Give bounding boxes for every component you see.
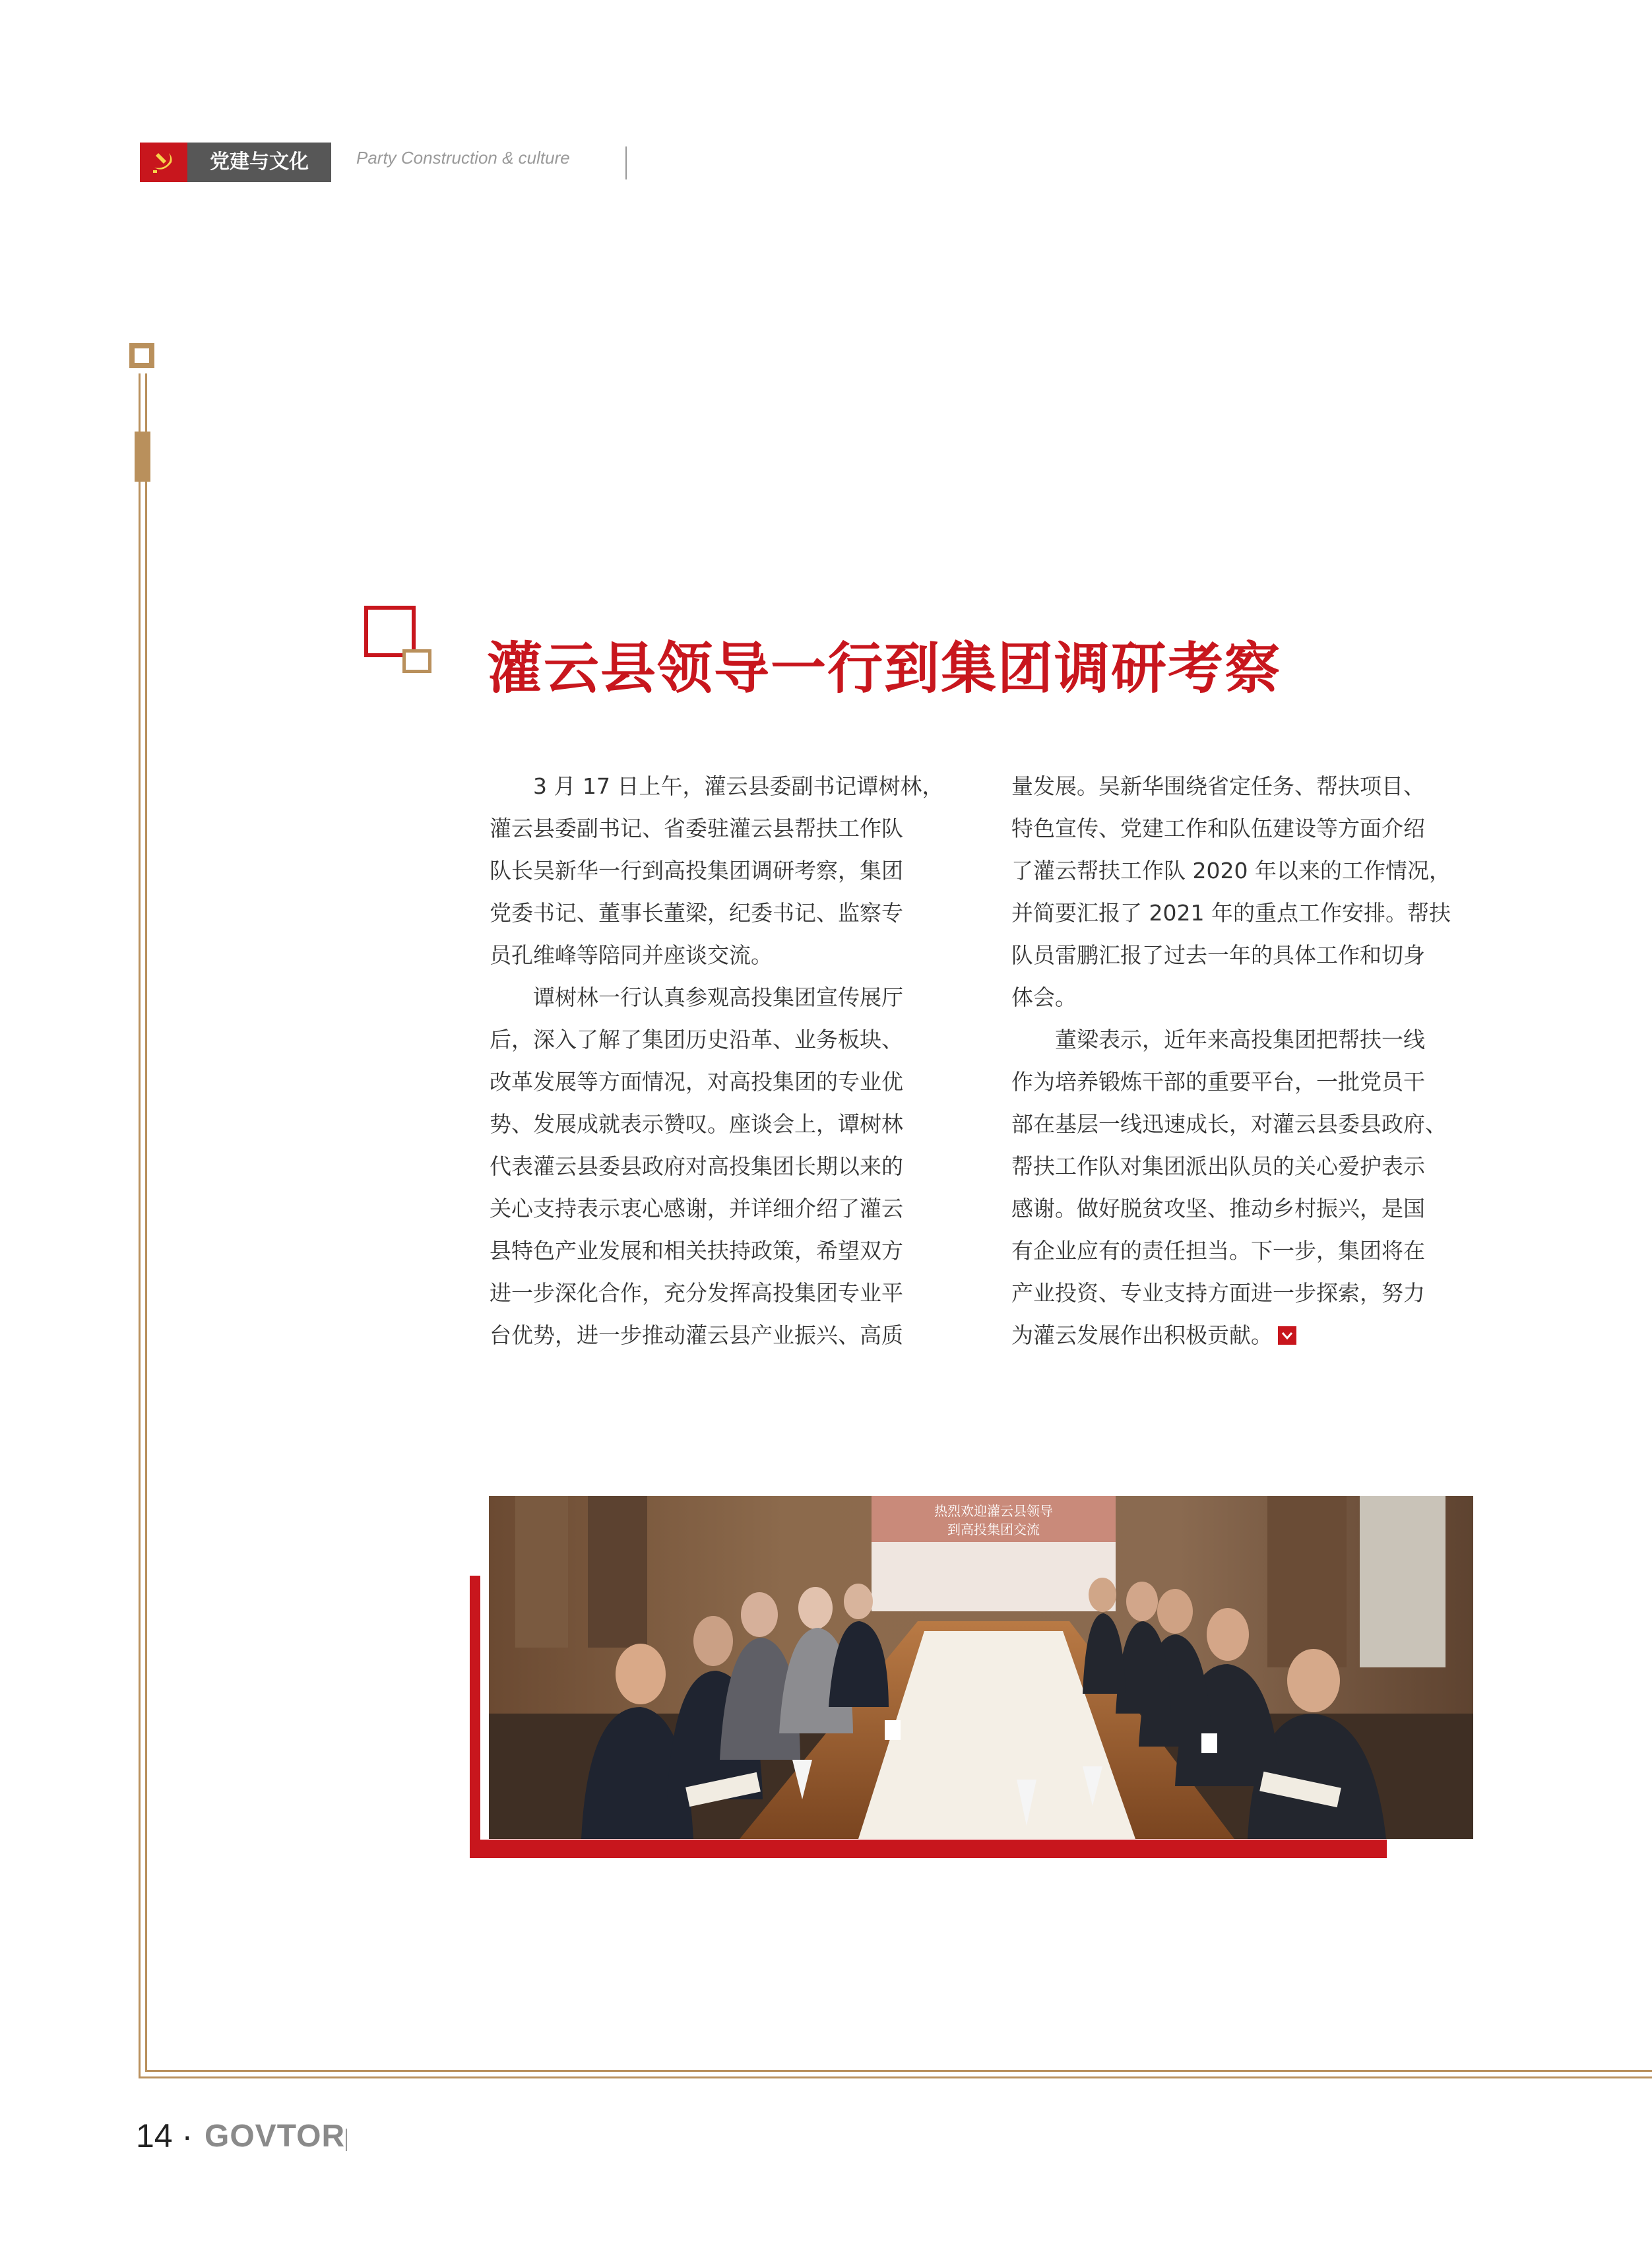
text-line	[490, 1230, 950, 1272]
text-line	[490, 1272, 950, 1314]
text-line	[1011, 1061, 1472, 1103]
text-line	[490, 1019, 950, 1061]
publication-logo: GOVTOR	[205, 2119, 346, 2154]
text-line-content: 量发展。吴新华围绕省定任务、帮扶项目、	[1011, 773, 1425, 799]
text-line-content: 灌云县委副书记、省委驻灌云县帮扶工作队	[490, 816, 903, 841]
text-line-content: 谭树林一行认真参观高投集团宣传展厅	[533, 984, 903, 1010]
section-title: 党建与文化	[210, 150, 309, 174]
title-ornament-gold-square	[402, 649, 431, 673]
text-line	[1011, 892, 1472, 934]
party-emblem-icon	[149, 148, 178, 177]
text-line-content: 代表灌云县委县政府对高投集团长期以来的	[490, 1153, 903, 1179]
text-line-content: 县特色产业发展和相关扶持政策，希望双方	[490, 1238, 903, 1264]
meeting-photo	[489, 1496, 1473, 1839]
text-line-content: 了灌云帮扶工作队 2020 年以来的工作情况，	[1011, 858, 1451, 884]
banner-line-1: 热烈欢迎灌云县领导	[934, 1503, 1053, 1519]
text-line-content: 特色宣传、党建工作和队伍建设等方面介绍	[1011, 816, 1425, 841]
text-line	[490, 892, 950, 934]
text-line-content: 队员雷鹏汇报了过去一年的具体工作和切身	[1011, 942, 1425, 968]
text-line	[490, 765, 950, 808]
text-line	[1011, 850, 1472, 892]
text-line	[1011, 1272, 1472, 1314]
page-number: 14 ·	[136, 2117, 193, 2154]
text-line-content: 为灌云发展作出积极贡献。	[1011, 1322, 1273, 1348]
text-line	[1011, 808, 1472, 850]
chevron-down-icon	[1278, 1326, 1296, 1345]
meeting-photo-illustration	[489, 1496, 1473, 1839]
text-line	[1011, 1145, 1472, 1188]
text-line	[490, 977, 950, 1019]
section-subtitle: Party Construction & culture	[356, 148, 570, 168]
text-line	[1011, 977, 1472, 1019]
text-line-content: 党委书记、董事长董梁，纪委书记、监察专	[490, 900, 903, 926]
text-line	[490, 1188, 950, 1230]
header-divider	[625, 146, 627, 179]
text-line	[1011, 1230, 1472, 1272]
text-line-content: 感谢。做好脱贫攻坚、推动乡村振兴，是国	[1011, 1196, 1425, 1221]
text-line	[490, 1061, 950, 1103]
article-column-left	[490, 765, 950, 1357]
text-line-content: 有企业应有的责任担当。下一步，集团将在	[1011, 1238, 1425, 1264]
text-line-content: 董梁表示，近年来高投集团把帮扶一线	[1055, 1027, 1425, 1052]
frame-line-bottom-inner	[145, 2070, 1652, 2072]
text-line-content: 产业投资、专业支持方面进一步探索，努力	[1011, 1280, 1425, 1306]
text-line	[1011, 1314, 1472, 1357]
frame-line-bottom-outer	[139, 2076, 1652, 2078]
frame-square-ornament	[129, 343, 154, 368]
text-line	[490, 1103, 950, 1145]
text-line-content: 队长吴新华一行到高投集团调研考察，集团	[490, 858, 903, 884]
frame-line-left-inner	[145, 373, 147, 2072]
text-line	[1011, 934, 1472, 977]
frame-line-left-outer	[139, 373, 141, 2078]
text-line-content: 作为培养锻炼干部的重要平台，一批党员干	[1011, 1069, 1425, 1095]
frame-bar-ornament	[135, 432, 150, 482]
text-line-content: 员孔维峰等陪同并座谈交流。	[490, 942, 773, 968]
text-line-content: 台优势，进一步推动灌云县产业振兴、高质	[490, 1322, 903, 1348]
text-line-content: 帮扶工作队对集团派出队员的关心爱护表示	[1011, 1153, 1425, 1179]
text-line-content: 后，深入了解了集团历史沿革、业务板块、	[490, 1027, 903, 1052]
text-line	[490, 808, 950, 850]
text-line	[490, 934, 950, 977]
article-column-right	[1011, 765, 1472, 1357]
text-line-content: 改革发展等方面情况，对高投集团的专业优	[490, 1069, 903, 1095]
text-line	[1011, 1019, 1472, 1061]
text-line	[1011, 1188, 1472, 1230]
text-line-content: 并简要汇报了 2021 年的重点工作安排。帮扶	[1011, 900, 1451, 926]
footer-divider	[346, 2129, 347, 2151]
banner-line-2: 到高投集团交流	[947, 1522, 1040, 1537]
text-line-content: 3 月 17 日上午，灌云县委副书记谭树林，	[533, 773, 944, 799]
text-line	[490, 1314, 950, 1357]
text-line-content: 关心支持表示衷心感谢，并详细介绍了灌云	[490, 1196, 903, 1221]
text-line	[490, 850, 950, 892]
article-title: 灌云县领导一行到集团调研考察	[487, 636, 1282, 701]
text-line-content: 势、发展成就表示赞叹。座谈会上，谭树林	[490, 1111, 903, 1137]
text-line	[1011, 765, 1472, 808]
text-line	[490, 1145, 950, 1188]
text-line-content: 进一步深化合作，充分发挥高投集团专业平	[490, 1280, 903, 1306]
text-line-content: 体会。	[1011, 984, 1077, 1010]
section-emblem-badge	[140, 143, 187, 182]
text-line-content: 部在基层一线迅速成长，对灌云县委县政府、	[1011, 1111, 1447, 1137]
text-line	[1011, 1103, 1472, 1145]
section-tab	[187, 143, 331, 182]
